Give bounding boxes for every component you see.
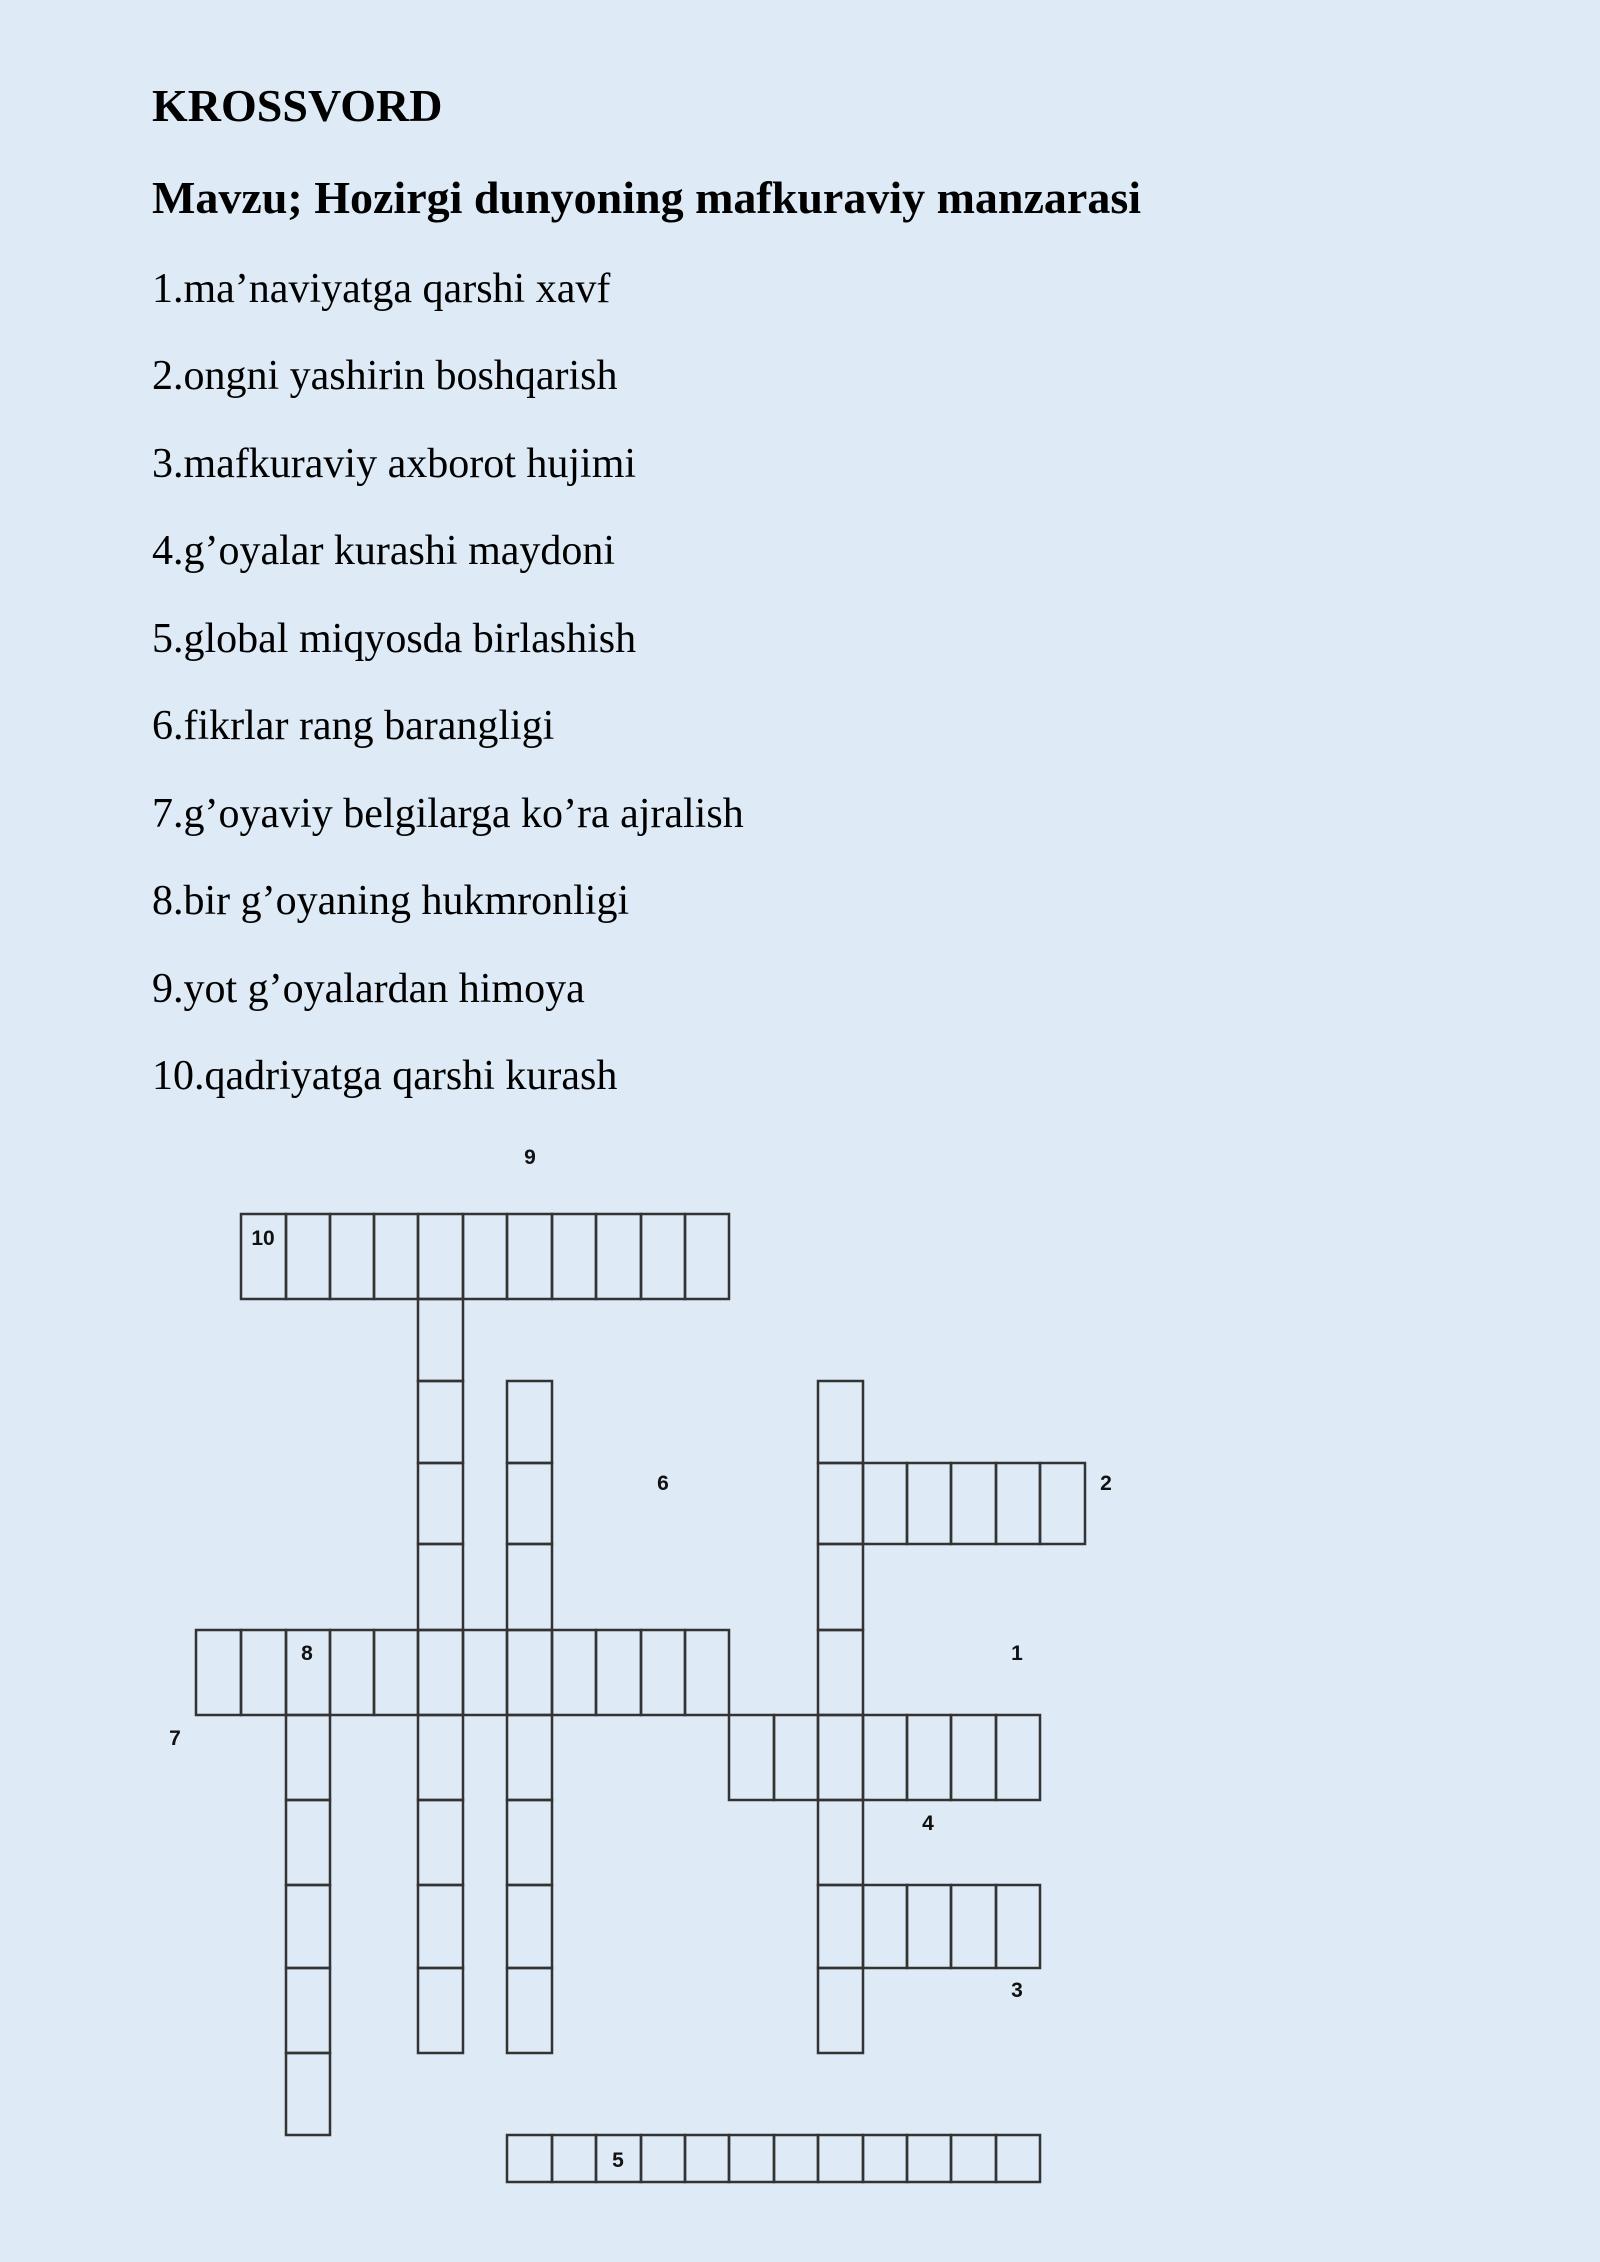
clue-5: 5.global miqyosda birlashish — [152, 616, 637, 662]
crossword-cell-1-across[interactable] — [907, 1463, 951, 1544]
crossword-cell-8-down[interactable] — [286, 1715, 330, 1800]
crossword-cell-6-down[interactable] — [507, 1885, 552, 1968]
clue-9: 9.yot g’oyalardan himoya — [152, 966, 585, 1012]
crossword-cell-2-down[interactable] — [818, 1885, 863, 1968]
clue-2: 2.ongni yashirin boshqarish — [152, 353, 618, 399]
crossword-cell-10-across[interactable] — [286, 1214, 330, 1299]
clue-6: 6.fikrlar rang barangligi — [152, 703, 555, 749]
crossword-cell-9-down[interactable] — [418, 1968, 463, 2053]
crossword-cell-6-down[interactable] — [507, 1630, 552, 1715]
crossword-cell-2-down[interactable] — [818, 1463, 863, 1544]
crossword-cell-5-across[interactable] — [818, 2135, 863, 2182]
crossword-cell-9-down[interactable] — [418, 1299, 463, 1381]
crossword-cell-7-across[interactable] — [330, 1630, 374, 1715]
clue-3: 3.mafkuraviy axborot hujimi — [152, 441, 637, 487]
crossword-cell-4-across[interactable] — [907, 1715, 951, 1800]
clue-number-8: 8 — [301, 1642, 313, 1665]
crossword-cell-4-across[interactable] — [996, 1715, 1040, 1800]
crossword-cell-7-across[interactable] — [641, 1630, 685, 1715]
crossword-cell-7-across[interactable] — [196, 1630, 241, 1715]
crossword-cell-7-across[interactable] — [241, 1630, 286, 1715]
crossword-cell-3-across[interactable] — [951, 1885, 996, 1968]
crossword-cell-1-across[interactable] — [996, 1463, 1040, 1544]
crossword-cell-10-across[interactable] — [552, 1214, 596, 1299]
crossword-cell-5-across[interactable] — [951, 2135, 996, 2182]
clue-number-9: 9 — [524, 1146, 536, 1169]
crossword-cell-1-across[interactable] — [863, 1463, 907, 1544]
crossword-cell-10-across[interactable] — [374, 1214, 418, 1299]
crossword-cell-2-down[interactable] — [818, 1544, 863, 1630]
crossword-cell-10-across[interactable] — [330, 1214, 374, 1299]
crossword-cell-2-down[interactable] — [818, 1968, 863, 2053]
crossword-cell-10-across[interactable] — [596, 1214, 641, 1299]
clue-number-6: 6 — [657, 1472, 669, 1495]
crossword-cell-10-across[interactable] — [418, 1214, 463, 1299]
clue-number-7: 7 — [169, 1727, 181, 1750]
clue-8: 8.bir g’oyaning hukmronligi — [152, 878, 630, 924]
crossword-cell-3-across[interactable] — [996, 1885, 1040, 1968]
crossword-cell-9-down[interactable] — [418, 1800, 463, 1885]
crossword-cell-5-across[interactable] — [552, 2135, 596, 2182]
crossword-cell-1-across[interactable] — [1040, 1463, 1085, 1544]
crossword-cell-5-across[interactable] — [863, 2135, 907, 2182]
crossword-cell-4-across[interactable] — [729, 1715, 774, 1800]
crossword-cell-5-across[interactable] — [907, 2135, 951, 2182]
crossword-cell-7-across[interactable] — [463, 1630, 507, 1715]
crossword-cell-9-down[interactable] — [418, 1381, 463, 1463]
crossword-cell-8-down[interactable] — [286, 2053, 330, 2135]
clue-number-2: 2 — [1100, 1472, 1112, 1495]
crossword-cell-5-across[interactable] — [729, 2135, 774, 2182]
crossword-cell-5-across[interactable] — [774, 2135, 818, 2182]
clue-number-3: 3 — [1011, 1979, 1023, 2002]
crossword-cell-10-across[interactable] — [507, 1214, 552, 1299]
clue-number-4: 4 — [922, 1812, 934, 1835]
crossword-cell-5-across[interactable] — [641, 2135, 685, 2182]
crossword-cell-6-down[interactable] — [507, 1800, 552, 1885]
crossword-cell-8-down[interactable] — [286, 1885, 330, 1968]
topic-heading: Mavzu; Hozirgi dunyoning mafkuraviy manzarasi — [152, 172, 1142, 223]
crossword-cell-10-across[interactable] — [463, 1214, 507, 1299]
clue-10: 10.qadriyatga qarshi kurash — [152, 1053, 618, 1099]
crossword-cell-4-across[interactable] — [863, 1715, 907, 1800]
crossword-cell-2-down[interactable] — [818, 1715, 863, 1800]
clue-number-10: 10 — [251, 1227, 275, 1250]
crossword-title: KROSSVORD — [152, 80, 443, 131]
crossword-cell-9-down[interactable] — [418, 1630, 463, 1715]
crossword-cell-2-down[interactable] — [818, 1630, 863, 1715]
crossword-cell-6-down[interactable] — [507, 1463, 552, 1544]
clue-number-5: 5 — [612, 2149, 624, 2172]
crossword-cell-10-across[interactable] — [685, 1214, 729, 1299]
crossword-cell-9-down[interactable] — [418, 1463, 463, 1544]
crossword-cell-6-down[interactable] — [507, 1715, 552, 1800]
crossword-cell-6-down[interactable] — [507, 1544, 552, 1630]
clue-4: 4.g’oyalar kurashi maydoni — [152, 528, 616, 574]
crossword-cell-7-across[interactable] — [374, 1630, 418, 1715]
clue-7: 7.g’oyaviy belgilarga ko’ra ajralish — [152, 791, 744, 837]
crossword-cell-9-down[interactable] — [418, 1885, 463, 1968]
clue-1: 1.ma’naviyatga qarshi xavf — [152, 266, 611, 312]
crossword-cell-3-across[interactable] — [907, 1885, 951, 1968]
crossword-cell-5-across[interactable] — [685, 2135, 729, 2182]
crossword-cell-9-down[interactable] — [418, 1544, 463, 1630]
crossword-cell-5-across[interactable] — [996, 2135, 1040, 2182]
crossword-cell-8-down[interactable] — [286, 1968, 330, 2053]
crossword-cell-7-across[interactable] — [685, 1630, 729, 1715]
crossword-cell-10-across[interactable] — [641, 1214, 685, 1299]
crossword-cell-7-across[interactable] — [596, 1630, 641, 1715]
crossword-cell-5-across[interactable] — [507, 2135, 552, 2182]
crossword-cell-2-down[interactable] — [818, 1381, 863, 1463]
crossword-cell-6-down[interactable] — [507, 1968, 552, 2053]
crossword-cell-9-down[interactable] — [418, 1715, 463, 1800]
crossword-cell-1-across[interactable] — [951, 1463, 996, 1544]
crossword-cell-4-across[interactable] — [774, 1715, 818, 1800]
crossword-cell-8-down[interactable] — [286, 1800, 330, 1885]
crossword-cell-2-down[interactable] — [818, 1800, 863, 1885]
crossword-cell-4-across[interactable] — [951, 1715, 996, 1800]
clue-number-1: 1 — [1011, 1642, 1023, 1665]
crossword-cell-3-across[interactable] — [863, 1885, 907, 1968]
crossword-cell-6-down[interactable] — [507, 1381, 552, 1463]
crossword-cell-7-across[interactable] — [552, 1630, 596, 1715]
